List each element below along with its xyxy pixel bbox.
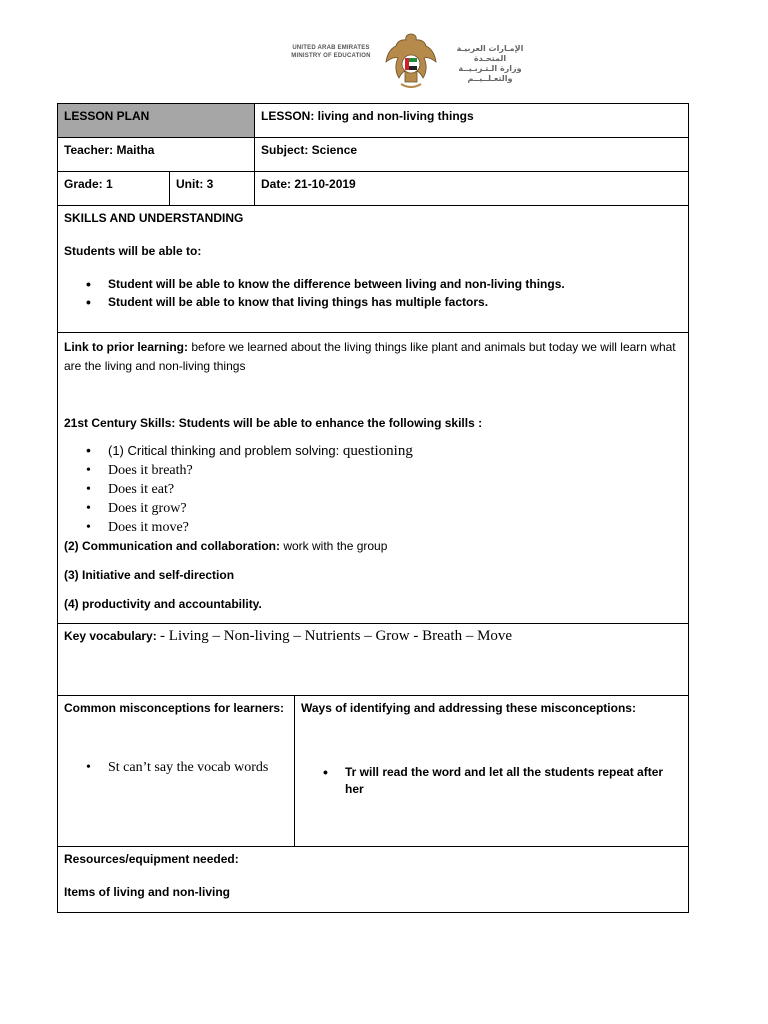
skills-bullet: • Student will be able to know that living things has multiple factors. <box>64 295 682 310</box>
row-divider <box>58 205 688 206</box>
row-divider <box>58 695 688 696</box>
teacher-name: Teacher: Maitha <box>64 143 155 157</box>
lesson-plan-label: LESSON PLAN <box>64 109 150 123</box>
century-skills-list <box>64 441 682 537</box>
skill2-value: work with the group <box>283 539 388 553</box>
subject-cell <box>255 138 688 172</box>
lesson-title-cell <box>255 104 688 138</box>
key-vocabulary-section <box>58 624 688 696</box>
ministry-en-line1: UNITED ARAB EMIRATES <box>292 45 370 51</box>
addressing-cell <box>295 696 688 847</box>
unit-cell <box>170 172 255 206</box>
skills-section <box>58 206 688 333</box>
key-vocabulary-label: Key vocabulary: <box>64 629 161 643</box>
column-divider <box>169 172 170 206</box>
prior-learning-text: before we learned about the living things like plant and animals but today we will learn what are the living and non-living things <box>64 340 676 373</box>
ministry-en-line2: MINISTRY OF EDUCATION <box>291 53 371 59</box>
lesson-title: LESSON: living and non-living things <box>261 109 474 123</box>
ministry-ar-line1: الإمـارات العربيـة المتحـدة <box>456 44 524 63</box>
century-skill-3: (3) Initiative and self-direction <box>64 568 235 582</box>
key-vocabulary-words: - Living – Non-living – Nutrients – Grow - Breath – Move <box>160 628 513 644</box>
teacher-cell <box>58 138 255 172</box>
skill2-label: (2) Communication and collaboration: <box>64 539 284 553</box>
prior-learning-section <box>58 333 688 624</box>
skills-intro: Students will be able to: <box>64 244 202 258</box>
misconception-item: • St can’t say the vocab words <box>64 760 289 775</box>
row-divider <box>58 137 688 138</box>
question-item: • Does it move? <box>64 518 682 537</box>
unit: Unit: 3 <box>176 177 214 191</box>
resources-text: Items of living and non-living <box>64 885 231 899</box>
century-skill-4: (4) productivity and accountability. <box>64 597 262 611</box>
resources-heading: Resources/equipment needed: <box>64 852 239 866</box>
ministry-ar-line2: وزارة الـتـربـيــة والتعـلــيــم <box>458 64 522 83</box>
subject: Subject: Science <box>261 143 358 157</box>
lesson-plan-label-cell <box>58 104 255 138</box>
skills-bullet: • Student will be able to know the difference between living and non-living things. <box>64 277 682 292</box>
grade-cell <box>58 172 170 206</box>
ministry-logo <box>286 30 536 92</box>
row-divider <box>58 171 688 172</box>
addressing-item: • Tr will read the word and let all the students repeat after her <box>301 764 682 798</box>
skill1-label: (1) Critical thinking and problem solving: <box>108 443 343 458</box>
prior-learning <box>64 338 682 376</box>
uae-eagle-emblem-icon <box>383 30 439 92</box>
question-item: • Does it grow? <box>64 499 682 518</box>
ministry-name-arabic <box>444 44 536 84</box>
row-divider <box>58 846 688 847</box>
addressing-heading: Ways of identifying and addressing these misconceptions: <box>301 701 636 715</box>
grade: Grade: 1 <box>64 177 113 191</box>
century-skill-1 <box>64 441 682 461</box>
century-skill-2 <box>64 537 682 556</box>
misconceptions-list <box>64 760 289 775</box>
row-divider <box>58 623 688 624</box>
prior-learning-label: Link to prior learning: <box>64 340 189 354</box>
question-item: • Does it breath? <box>64 461 682 480</box>
misconceptions-cell <box>58 696 295 847</box>
column-divider <box>294 696 295 847</box>
lesson-plan-table <box>57 103 689 913</box>
century-skills-heading: 21st Century Skills: Students will be able to enhance the following skills : <box>64 416 483 430</box>
column-divider <box>254 104 255 206</box>
date-cell <box>255 172 688 206</box>
skills-bullet-list <box>64 277 682 310</box>
misconceptions-heading: Common misconceptions for learners: <box>64 701 285 715</box>
skills-heading: SKILLS AND UNDERSTANDING <box>64 211 244 225</box>
addressing-list <box>301 764 682 798</box>
ministry-name-english <box>286 44 376 60</box>
resources-section <box>58 847 688 912</box>
date: Date: 21-10-2019 <box>261 177 356 191</box>
skill1-value: questioning <box>342 443 413 459</box>
row-divider <box>58 332 688 333</box>
question-item: • Does it eat? <box>64 480 682 499</box>
